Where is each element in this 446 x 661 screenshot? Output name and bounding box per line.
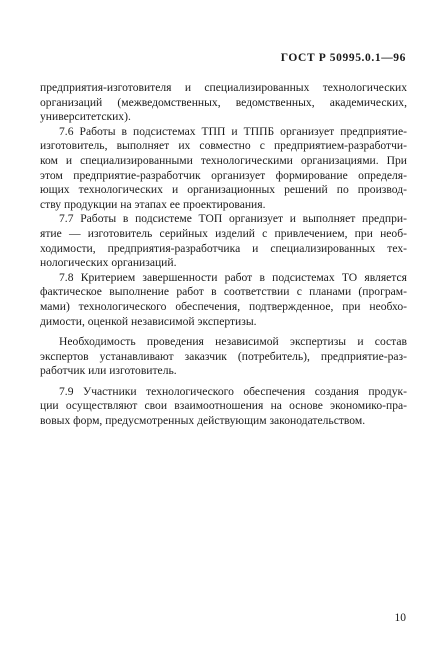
paragraph-7-7 [40,212,407,270]
text-line: работчик или изготовитель. [40,364,177,378]
paragraph-7-6 [40,125,407,213]
page-number: 10 [394,612,406,624]
text-line: ятие — изготовитель серийных изделий с привлечением, при необ- [40,226,407,240]
text-line: ству продукции на этапах ее проектирования. [40,197,266,211]
text-line: 7.9 Участники технологического обеспечения создания продук- [59,384,407,398]
text-line: экспертов устанавливают заказчик (потребитель), предприятие-раз- [40,349,407,363]
text-line: ющих технологических и организационных решений по производ- [40,183,407,197]
paragraph-continuation [40,81,407,125]
text-line: ком и специализированными технологическими организациями. При [40,153,407,167]
text-line: мами) технологического обеспечения, подтвержденное, при необхо- [40,299,407,313]
text-line: вовых форм, предусмотренных действующим законодательством. [40,414,366,428]
paragraph-7-8 [40,271,407,329]
text-line: 7.6 Работы в подсистемах ТПП и ТППБ организует предприятие- [59,124,407,138]
text-line: предприятия-изготовителя и специализированных технологических [40,81,407,94]
text-line: изготовитель, выполняет их совместно с предприятием-разработчи- [40,139,407,153]
paragraph-7-9 [40,385,407,429]
text-line: 7.8 Критерием завершенности работ в подсистемах ТО является [59,270,407,284]
text-line: 7.7 Работы в подсистеме ТОП организует и выполняет предпри- [59,212,407,226]
text-line: Необходимость проведения независимой экспертизы и состав [59,335,407,349]
text-line: ходимости, предприятия-разработчика и специализированных тех- [40,241,407,255]
paragraph-expertise [40,335,407,379]
text-line: нологических организаций. [40,256,177,270]
text-line: этом предприятие-разработчик организует формирование определя- [40,168,407,182]
text-line: университетских). [40,110,131,124]
text-line: ции осуществляют свои взаимоотношения на основе экономико-пра- [40,399,407,413]
text-line: димости, оценкой независимой экспертизы. [40,314,257,328]
document-header: ГОСТ Р 50995.0.1—96 [280,52,406,64]
text-line: организаций (межведомственных, ведомственных, академических, [40,95,407,109]
document-body [40,81,407,429]
text-line: фактическое выполнение работ в соответствии с планами (програм- [40,285,407,299]
